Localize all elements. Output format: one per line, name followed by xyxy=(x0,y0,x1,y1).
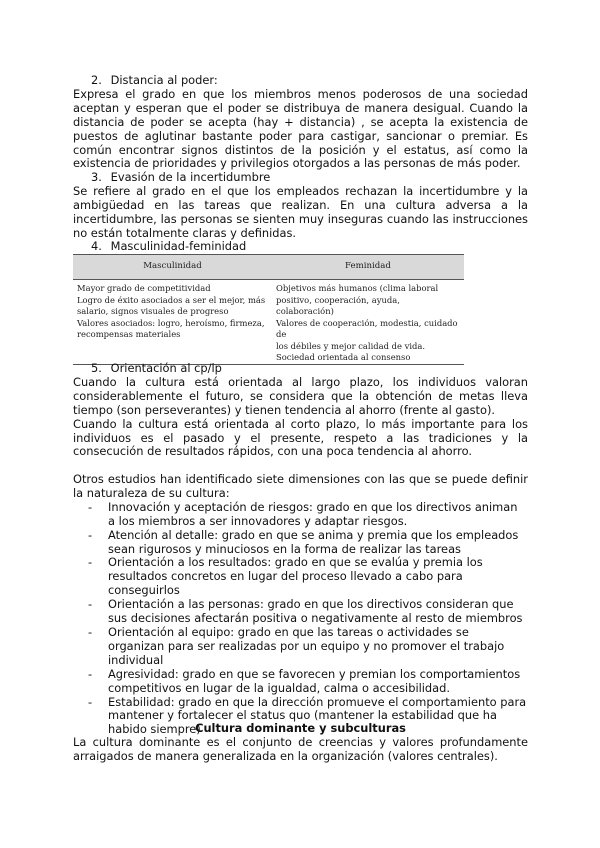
section-body: Expresa el grado en que los miembros menos poderosos de una sociedad aceptan y esperan que el poder se distribuya de manera desigual. Cuando la distancia de poder se acepta (hay + distancia) , se acepta la existencia de puestos de aglutinar bastante poder para castigar, sancionar o premiar. Es común encontrar signos distintos de la posición y el estatus, así como la existencia de prioridades y privilegios otorgados a las personas de más poder. xyxy=(73,86,528,171)
section-title: Orientación al cp/lp xyxy=(110,361,222,375)
list-item-text: Orientación a los resultados: grado en que se evalúa y premia los resultados concretos en lugar del proceso llevado a cabo para conseguirlos xyxy=(108,555,483,598)
table-cell-line: Logro de éxito asociados a ser el mejor, más xyxy=(77,294,266,305)
table-cell-line: Valores asociados: logro, heroísmo, firmeza, xyxy=(77,317,265,328)
section-number: 5. xyxy=(91,361,102,375)
section-number: 4. xyxy=(91,239,102,253)
section-body-short-term: Cuando la cultura está orientada al corto plazo, lo más importante para los individuos es el pasado y el presente, respeto a las tradiciones y la consecución de resultados rápidos, con una poca tendencia al ahorro. xyxy=(73,416,528,459)
bullet-dash: - xyxy=(88,666,93,681)
table-cell-line: positivo, cooperación, ayuda, colaboración) xyxy=(276,294,400,316)
list-item-text: Agresividad: grado en que se favorecen y premian los comportamientos competitivos en lugar de la igualdad, calma o accesibilidad. xyxy=(108,666,521,695)
bullet-dash: - xyxy=(88,624,93,639)
section-heading xyxy=(73,74,528,88)
section-heading xyxy=(73,240,528,254)
masculinity-femininity-table xyxy=(73,254,464,365)
dominant-culture-body: La cultura dominante es el conjunto de creencias y valores profundamente arraigados de manera generalizada en la organización (valores centrales). xyxy=(73,734,528,763)
table-cell-femininity xyxy=(272,280,464,365)
list-item xyxy=(73,598,528,626)
list-item xyxy=(73,668,528,696)
section-uncertainty-avoidance xyxy=(73,171,528,241)
bullet-dash: - xyxy=(88,499,93,514)
table-cell-masculinity xyxy=(73,280,272,365)
list-item-text: Innovación y aceptación de riesgos: grado en que los directivos animan a los miembros a ser innovadores y adaptar riesgos. xyxy=(108,499,518,528)
table-cell-line: Objetivos más humanos (clima laboral xyxy=(276,283,439,293)
table-cell-line: Valores de cooperación, modestia, cuidado de xyxy=(276,317,458,339)
table-row xyxy=(73,280,464,365)
table-header-femininity: Feminidad xyxy=(272,255,464,280)
other-studies-section xyxy=(73,473,528,737)
section-title: Masculinidad-feminidad xyxy=(110,239,247,253)
bullet-dash: - xyxy=(88,527,93,542)
table-cell-line: salario, signos visuales de progreso xyxy=(77,306,229,316)
list-item-text: Atención al detalle: grado en que se anima y premia que los empleados sean rigurosos y minuciosos en la forma de realizar las tareas xyxy=(108,527,519,556)
other-studies-intro: Otros estudios han identificado siete dimensiones con las que se puede definir la naturaleza de su cultura: xyxy=(73,472,528,500)
dominant-culture-title: Cultura dominante y subculturas xyxy=(195,721,406,735)
table-cell-line: recompensas materiales xyxy=(77,329,181,339)
section-body-long-term: Cuando la cultura está orientada al largo plazo, los individuos valoran considerablemente el futuro, se considera que la obtención de metas lleva tiempo (son perseverantes) y tienen tendencia al ahorro (frente al gasto). xyxy=(73,374,528,417)
table-header-row xyxy=(73,255,464,280)
section-number: 3. xyxy=(91,170,102,184)
section-title: Distancia al poder: xyxy=(110,73,218,87)
section-power-distance xyxy=(73,74,528,171)
list-item-text: Orientación a las personas: grado en que los directivos consideran que sus decisiones afectarán positiva o negativamente al resto de miembros xyxy=(108,597,523,626)
bullet-dash: - xyxy=(88,694,93,709)
table-cell-line: Sociedad orientada al consenso xyxy=(276,352,411,362)
section-heading xyxy=(73,171,528,185)
list-item-text: Estabilidad: grado en que la dirección promueve el comportamiento para mantener y fortalecer el status quo (mantener la estabilidad que ha habido siempre) xyxy=(108,694,527,737)
section-number: 2. xyxy=(91,73,102,87)
bullet-dash: - xyxy=(88,597,93,612)
section-title: Evasión de la incertidumbre xyxy=(110,170,271,184)
bullet-dash: - xyxy=(88,555,93,570)
section-heading xyxy=(73,362,528,376)
list-item xyxy=(73,529,528,557)
dimensions-list xyxy=(73,501,528,737)
list-item xyxy=(73,556,528,598)
table-cell-line: los débiles y mejor calidad de vida. xyxy=(276,340,426,351)
section-masculinity-femininity xyxy=(73,240,528,254)
table-cell-line: Mayor grado de competitividad xyxy=(77,283,211,293)
section-body: Se refiere al grado en el que los empleados rechazan la incertidumbre y la ambigüedad en las tareas que realizan. En una cultura adversa a la incertidumbre, las personas se sienten muy inseguras cuando las instrucciones no están totalmente claras y definidas. xyxy=(73,183,528,240)
list-item-text: Orientación al equipo: grado en que las tareas o actividades se organizan para ser realizadas por un equipo y no promover el trabajo individual xyxy=(108,624,505,667)
list-item xyxy=(73,626,528,668)
dominant-culture-section xyxy=(73,722,528,764)
list-item xyxy=(73,501,528,529)
section-orientation xyxy=(73,362,528,459)
table-header-masculinity: Masculinidad xyxy=(73,255,272,280)
